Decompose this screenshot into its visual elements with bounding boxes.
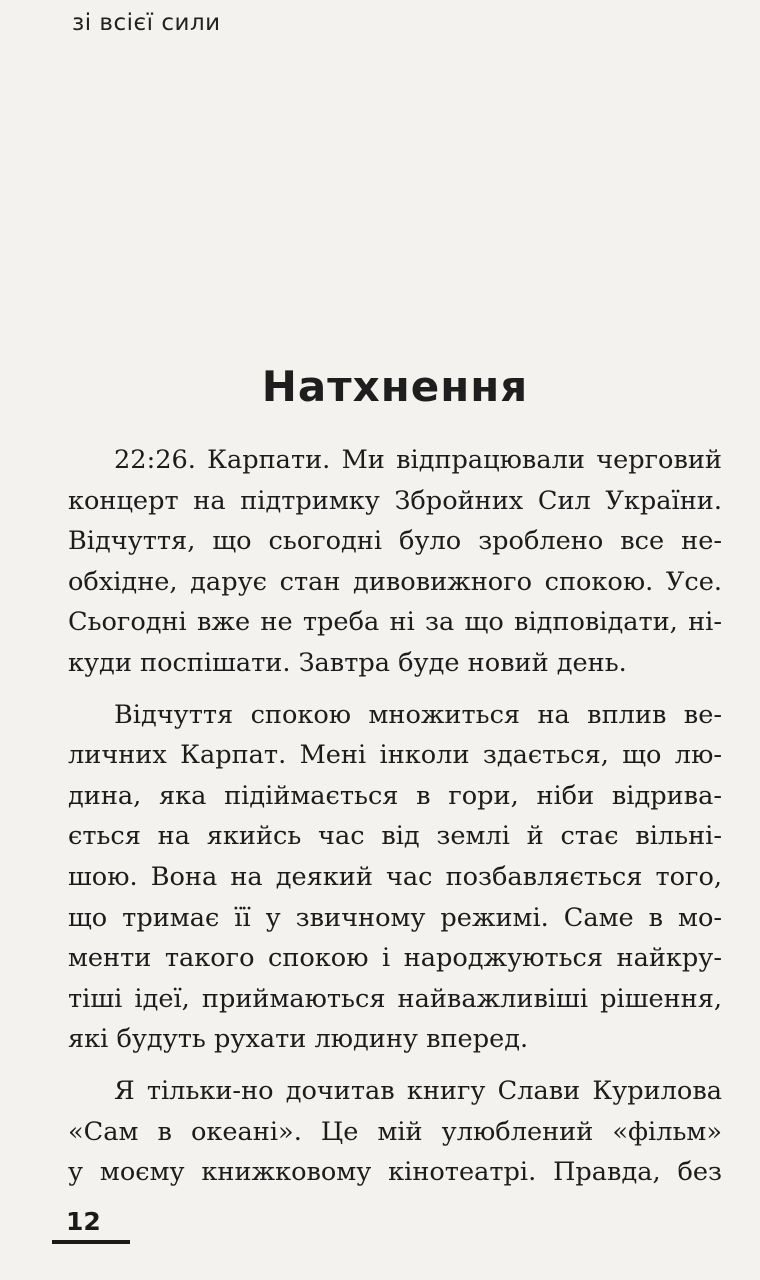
paragraph-2 — [68, 695, 722, 1060]
paragraph-3 — [68, 1071, 722, 1193]
text-line: личних Карпат. Мені інколи здається, що лю- — [68, 740, 722, 771]
text-line: Сьогодні вже не треба ні за що відповідати, ні- — [68, 607, 722, 638]
paragraph-1 — [68, 440, 722, 684]
text-line: що тримає її у звичному режимі. Саме в мо- — [68, 902, 722, 933]
text-line: менти такого спокою і народжуються найкру- — [68, 943, 722, 974]
page-number: 12 — [66, 1207, 101, 1236]
text-line: концерт на підтримку Збройних Сил України. — [68, 485, 722, 516]
text-line: ється на якийсь час від землі й стає вільні- — [68, 821, 722, 852]
running-head: зі всієї сили — [72, 10, 221, 36]
text-line: 22:26. Карпати. Ми відпрацювали черговий — [114, 445, 722, 475]
body-text — [68, 440, 722, 1193]
chapter-title: Натхнення — [261, 362, 529, 411]
text-line: які будуть рухати людину вперед. — [68, 1024, 529, 1055]
text-line: Відчуття, що сьогодні було зроблено все не- — [68, 526, 722, 557]
text-line: Відчуття спокою множиться на вплив ве- — [114, 699, 722, 730]
text-line: шою. Вона на деякий час позбавляється того, — [68, 861, 722, 892]
text-line: дина, яка підіймається в гори, ніби відрива- — [68, 780, 722, 811]
text-line: Я тільки-но дочитав книгу Слави Курилова — [114, 1075, 722, 1106]
text-line: куди поспішати. Завтра буде новий день. — [68, 647, 627, 678]
text-line: у моєму книжковому кінотеатрі. Правда, без — [68, 1157, 722, 1188]
text-line: обхідне, дарує стан дивовижного спокою. Усе. — [68, 566, 722, 597]
text-line: «Сам в океані». Це мій улюблений «фільм» — [68, 1116, 722, 1147]
page-number-rule — [52, 1240, 130, 1244]
text-line: тіші ідеї, приймаються найважливіші рішення, — [68, 983, 722, 1014]
